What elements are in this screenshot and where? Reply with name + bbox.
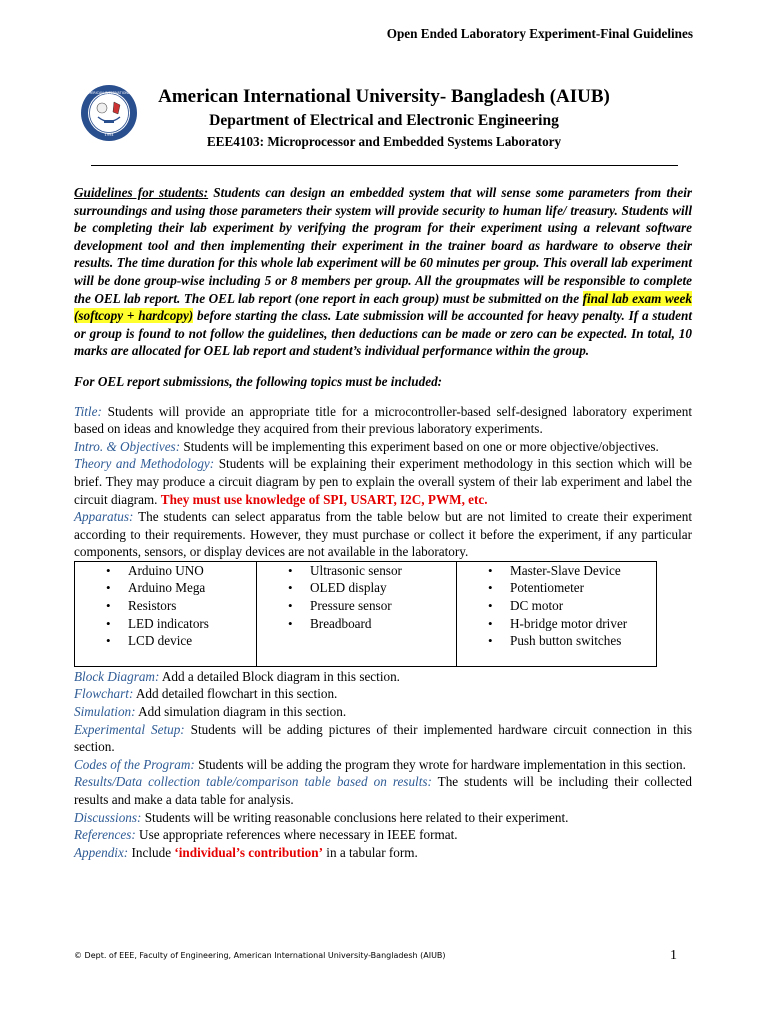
apparatus-item: • H-bridge motor driver [457,615,656,633]
apparatus-item: • Resistors [75,597,256,615]
topic-label: Results/Data collection table/comparison table based on results: [74,774,432,790]
footer-copyright: © Dept. of EEE, Faculty of Engineering, American International University-Bangladesh (AIUB) [74,951,446,960]
topic-label: Apparatus: [74,509,134,525]
topic-flowchart [74,685,692,703]
topic-text: Include [128,844,175,860]
topic-codes [74,756,692,774]
topic-discussions [74,809,692,827]
guidelines-text: Students can design an embedded system that will sense some parameters from their surroundings and using those parameters their system will provide security to human life/ treasury. Students will be completing their lab experiment by verifying the program for their experiment using a relevant software development tool and then implementing their experiment in the trainer board as hardware to observe their results. The time duration for this whole lab experiment will be 60 minutes per group. This overall lab experiment will be done group-wise including 5 or 8 members per group. All the groupmates will be responsible to complete the OEL lab report. The OEL lab report (one report in each group) must be submitted on the [74,185,692,306]
topic-theory-methodology [74,455,692,508]
apparatus-item: • Breadboard [257,615,456,633]
apparatus-table [74,561,657,667]
topic-apparatus [74,508,692,561]
topic-label: Codes of the Program: [74,756,195,772]
apparatus-item: • Master-Slave Device [457,562,656,580]
topics-heading: For OEL report submissions, the following topics must be included: [74,373,443,389]
apparatus-item: • LED indicators [75,615,256,633]
apparatus-item: • Ultrasonic sensor [257,562,456,580]
topic-text: The students can select apparatus from the table below but are not limited to create their experiment according to their requirements. However, they must purchase or collect it before the experiment, if any particular components, sensors, or display devices are not available in the laboratory. [74,509,692,560]
topic-text-end: in a tabular form. [322,844,418,860]
topic-label: Intro. & Objectives: [74,438,181,454]
topic-text: Use appropriate references where necessary in IEEE format. [135,827,458,843]
department-name: Department of Electrical and Electronic Engineering [209,112,559,129]
course-title: EEE4103: Microprocessor and Embedded Systems Laboratory [206,134,562,149]
topic-emphasis: ‘individual’s contribution’ [174,844,323,860]
apparatus-item: • OLED display [257,579,456,597]
document-body [74,184,692,861]
topic-results [74,773,692,808]
apparatus-item: • Potentiometer [457,579,656,597]
topic-label: Flowchart: [74,686,134,702]
guidelines-text-end: before starting the class. Late submission will be accounted for heavy penalty. If a student or group is found to not follow the guidelines, then deductions can be made or zero can be expected. In total, 10 marks are allocated for OEL lab report and student’s individual performance within the group. [74,308,692,359]
topic-text: Add simulation diagram in this section. [135,704,347,720]
apparatus-item: • Pressure sensor [257,597,456,615]
topic-label: Title: [74,403,102,419]
topic-intro-objectives [74,438,692,456]
topic-references [74,826,692,844]
topic-text: Add a detailed Block diagram in this section. [159,668,400,684]
guidelines-label: Guidelines for students: [74,185,209,200]
page-number: 1 [670,948,677,963]
header-divider [91,165,678,166]
topic-text: Students will be adding the program they wrote for hardware implementation in this section. [194,756,686,772]
apparatus-item: • Push button switches [457,632,656,650]
highlighted-deadline: final lab exam week (softcopy + hardcopy) [74,290,692,324]
university-name: American International University- Bangladesh (AIUB) [158,86,610,107]
topic-text: Students will be writing reasonable conclusions here related to their experiment. [141,809,569,825]
topic-experimental-setup [74,721,692,756]
apparatus-item: • DC motor [457,597,656,615]
topic-label: Theory and Methodology: [74,456,215,472]
topic-label: Block Diagram: [74,668,160,684]
apparatus-item: • Arduino Mega [75,579,256,597]
apparatus-column [457,561,657,666]
topic-text: Students will be implementing this experiment based on one or more objective/objectives. [180,438,659,454]
apparatus-item: • Arduino UNO [75,562,256,580]
topic-simulation [74,703,692,721]
topic-text: Students will provide an appropriate title for a microcontroller-based self-designed laboratory experiment based on ideas and knowledge they acquired from their previous laboratory experiments. [74,403,692,437]
topic-label: Discussions: [74,809,142,825]
topic-block-diagram [74,668,692,686]
topic-text: The students will be including their collected results and make a data table for analysis. [74,774,692,808]
guidelines-paragraph [74,184,692,360]
topic-label: Appendix: [74,844,129,860]
apparatus-column [257,561,457,666]
topic-label: Experimental Setup: [74,721,185,737]
apparatus-item: • LCD device [75,632,256,650]
svg-text:1994: 1994 [104,133,114,137]
svg-text:AMERICAN INTERNATIONAL: AMERICAN INTERNATIONAL [85,91,133,95]
running-header: Open Ended Laboratory Experiment-Final Guidelines [386,26,693,41]
apparatus-column [75,561,257,666]
topic-text: Students will be explaining their experiment methodology in this section which will be brief. They may produce a circuit diagram by pen to explain the overall system of their lab experiment and label the circuit diagram. [74,456,692,507]
topic-label: Simulation: [74,704,136,720]
topic-appendix [74,844,692,862]
topic-text: Students will be adding pictures of their implemented hardware circuit connection in this section. [74,721,692,755]
topic-emphasis: They must use knowledge of SPI, USART, I2C, PWM, etc. [160,491,488,507]
topic-label: References: [74,827,136,843]
topic-text: Add detailed flowchart in this section. [133,686,338,702]
topic-title [74,403,692,438]
